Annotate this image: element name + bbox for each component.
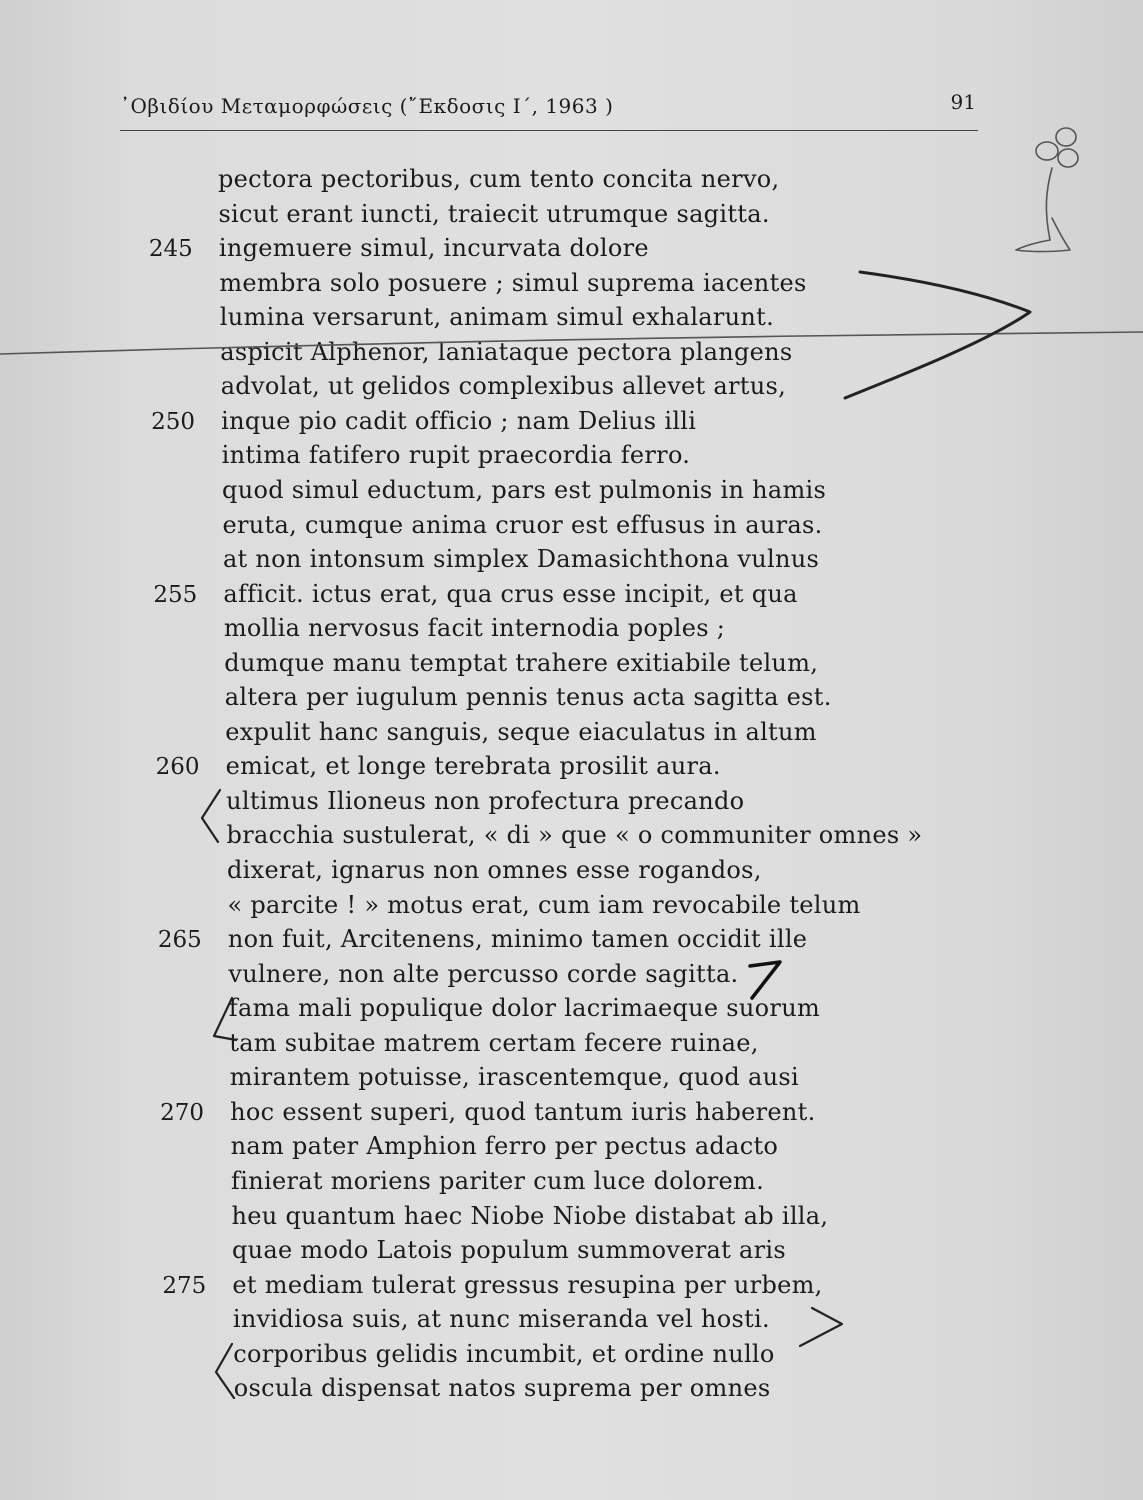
verse-line [0,647,1143,681]
verse-line [0,750,1143,784]
verse-text: dumque manu temptat trahere exitiabile telum, [224,648,819,677]
verse-text: ingemuere simul, incurvata dolore [218,234,649,263]
verse-text: fama mali populique dolor lacrimaeque suorum [228,994,821,1023]
verse-line [0,474,1143,508]
verse-line [0,1303,1143,1337]
verse-line [0,958,1143,992]
verse-text: heu quantum haec Niobe Niobe distabat ab illa, [231,1201,829,1230]
verse-text: intima fatifero rupit praecordia ferro. [221,441,691,470]
verse-line [0,681,1143,715]
line-number: 245 [148,236,193,263]
verse-text: finierat moriens pariter cum luce dolorem. [231,1166,765,1195]
verse-line [0,509,1143,543]
line-number: 250 [151,408,196,435]
verse-line [0,785,1143,819]
verse-text: non fuit, Arcitenens, minimo tamen occidit ille [227,925,808,954]
verse-line [0,543,1143,577]
line-number: 255 [153,581,198,608]
verse-text: pectora pectoribus, cum tento concita nervo, [218,165,780,193]
verse-text: et mediam tulerat gressus resupina per urbem, [232,1270,823,1299]
verse-line [0,163,1143,197]
running-title: ᾿Οβιδίου Μεταμορφώσεις (῎Εκδοσις Ι΄, 1963 ) [120,94,614,118]
line-number: 275 [162,1272,207,1299]
verse-line [0,1165,1143,1199]
verse-text: emicat, et longe terebrata prosilit aura. [225,752,721,781]
verse-text: afficit. ictus erat, qua crus esse incipit, et qua [223,579,798,608]
verse-text: altera per iugulum pennis tenus acta sagitta est. [224,683,832,712]
verse-line [0,1096,1143,1130]
line-number: 260 [155,754,200,781]
verse-line [0,612,1143,646]
verse-line [0,992,1143,1026]
verse-line [0,1269,1143,1303]
verse-text: quod simul eductum, pars est pulmonis in hamis [222,475,827,504]
verse-text: eruta, cumque anima cruor est effusus in auras. [222,510,823,539]
verse-line [0,854,1143,888]
verse-line [0,578,1143,612]
verse-text: oscula dispensat natos suprema per omnes [233,1374,771,1403]
verse-text: invidiosa suis, at nunc miseranda vel hosti. [232,1305,770,1334]
verse-text: ultimus Ilioneus non profectura precando [226,786,745,815]
verse-text: inque pio cadit officio ; nam Delius illi [221,406,697,435]
verse-line [0,889,1143,923]
verse-line [0,819,1143,853]
verse-line [0,405,1143,439]
verse-text: corporibus gelidis incumbit, et ordine nullo [233,1339,775,1368]
verse-text: membra solo posuere ; simul suprema iacentes [219,268,807,297]
verse-line [0,1061,1143,1095]
verse-line [0,1200,1143,1234]
verse-line [0,301,1143,335]
verse-line [0,1027,1143,1061]
line-number: 270 [160,1099,205,1126]
verse-line [0,439,1143,473]
verse-line [0,336,1143,370]
verse-text: dixerat, ignarus non omnes esse rogandos, [227,856,762,884]
verse-line [0,370,1143,404]
verse-line [0,716,1143,750]
verse-text: nam pater Amphion ferro per pectus adacto [230,1132,779,1161]
verse-text: aspicit Alphenor, laniataque pectora plangens [220,337,793,366]
verse-text: mollia nervosus facit internodia poples ; [223,614,726,643]
verse-line [0,1234,1143,1268]
verse-line [0,1372,1143,1406]
page-number: 91 [950,90,976,114]
verse-text: sicut erant iuncti, traiecit utrumque sagitta. [218,199,770,228]
verse-text: quae modo Latois populum summoverat aris [231,1236,786,1265]
line-number: 265 [157,927,202,954]
verse-line [0,198,1143,232]
verse-text: mirantem potuisse, irascentemque, quod ausi [229,1063,799,1092]
verse-text: « parcite ! » motus erat, cum iam revocabile telum [227,890,861,919]
verse-line [0,1338,1143,1372]
verse-line [0,1130,1143,1164]
page-header [120,88,978,131]
verse-line [0,923,1143,957]
verse-text: expulit hanc sanguis, seque eiaculatus in altum [225,717,817,746]
verse-text: vulnere, non alte percusso corde sagitta. [228,959,739,988]
verse-line [0,232,1143,266]
verse-text: lumina versarunt, animam simul exhalarunt. [219,303,775,332]
verse-text: tam subitae matrem certam fecere ruinae, [229,1028,759,1057]
verse-text: bracchia sustulerat, « di » que « o communiter omnes » [226,821,923,850]
verse-text: hoc essent superi, quod tantum iuris haberent. [230,1097,816,1126]
verse-text: advolat, ut gelidos complexibus allevet artus, [220,372,787,401]
verse-text: at non intonsum simplex Damasichthona vulnus [222,545,820,574]
verse-line [0,267,1143,301]
